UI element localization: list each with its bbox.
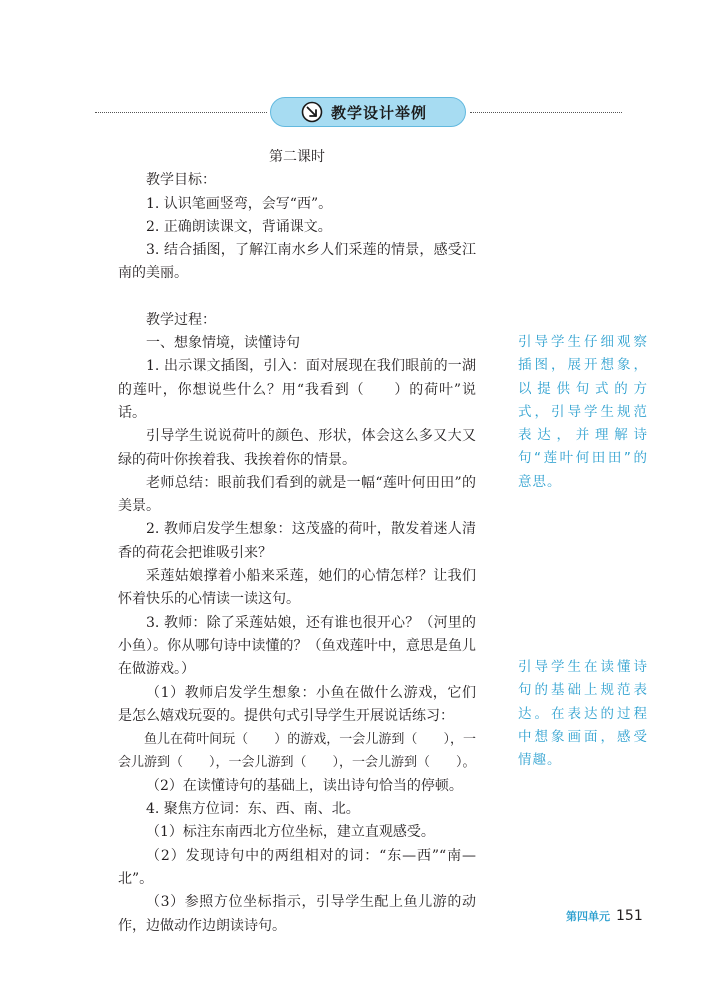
unit-label: 第四单元 — [566, 910, 610, 923]
section-title: 教学设计举例 — [330, 103, 427, 122]
paragraph: 4. 聚焦方位词：东、西、南、北。 — [146, 801, 360, 818]
goal-item: 3. 结合插图，了解江南水乡人们采莲的情景，感受江南的美丽。 — [118, 242, 476, 282]
header-dotted-rule-left — [95, 112, 267, 113]
paragraph: 3. 教师：除了采莲姑娘，还有谁也很开心？（河里的小鱼）。你从哪句诗中读懂的？（鱼戏莲叶中，意思是鱼儿在做游戏。） — [118, 614, 476, 678]
page-number: 151 — [616, 908, 643, 924]
paragraph: 1. 出示课文插图，引入：面对展现在我们眼前的一湖的莲叶，你想说些什么？用“我看到（ ）的荷叶”说话。 — [118, 358, 476, 421]
goal-item: 1. 认识笔画竖弯，会写“西”。 — [146, 195, 333, 212]
spacer — [118, 286, 476, 309]
paragraph: （1）标注东南西北方位坐标，建立直观感受。 — [146, 824, 435, 841]
paragraph: 2. 教师启发学生想象：这茂盛的荷叶，散发着迷人清香的荷花会把谁吸引来？ — [118, 521, 476, 561]
process-label: 教学过程： — [146, 311, 216, 328]
margin-note: 引导学生仔细观察插图，展开想象，以提供句式的方式，引导学生规范表达，并理解诗句“莲叶何田田”的意思。 — [518, 334, 648, 490]
goals-label: 教学目标： — [146, 172, 216, 189]
arrow-down-right-icon — [301, 101, 323, 123]
lesson-title: 第二课时 — [269, 149, 325, 165]
margin-note: 引导学生在读懂诗句的基础上规范表达。在表达的过程中想象画面，感受情趣。 — [518, 659, 648, 769]
header-dotted-rule-right — [470, 112, 622, 113]
paragraph: 老师总结：眼前我们看到的就是一幅“莲叶何田田”的美景。 — [118, 474, 476, 515]
part-heading: 一、想象情境，读懂诗句 — [146, 335, 300, 352]
paragraph: （2）在读懂诗句的基础上，读出诗句恰当的停顿。 — [146, 777, 463, 794]
paragraph: （2）发现诗句中的两组相对的词：“东—西”“南—北”。 — [118, 847, 476, 887]
paragraph: （1）教师启发学生想象：小鱼在做什么游戏，它们是怎么嬉戏玩耍的。提供句式引导学生开展说话练习： — [118, 684, 476, 724]
paragraph: （3）参照方位坐标指示，引导学生配上鱼儿游的动作，边做动作边朗读诗句。 — [118, 894, 476, 934]
paragraph: 采莲姑娘撑着小船来采莲，她们的心情怎样？让我们怀着快乐的心情读一读这句。 — [118, 568, 476, 608]
page-footer — [566, 908, 643, 924]
lesson-body — [118, 146, 476, 938]
sentence-pattern: 鱼儿在荷叶间玩（ ）的游戏，一会儿游到（ ），一会儿游到（ ），一会儿游到（ ），一会儿游到（ ）。 — [118, 732, 476, 771]
goal-item: 2. 正确朗读课文，背诵课文。 — [146, 218, 332, 235]
section-badge — [270, 97, 466, 127]
paragraph: 引导学生说说荷叶的颜色、形状，体会这么多又大又绿的荷叶你挨着我、我挨着你的情景。 — [118, 428, 476, 468]
